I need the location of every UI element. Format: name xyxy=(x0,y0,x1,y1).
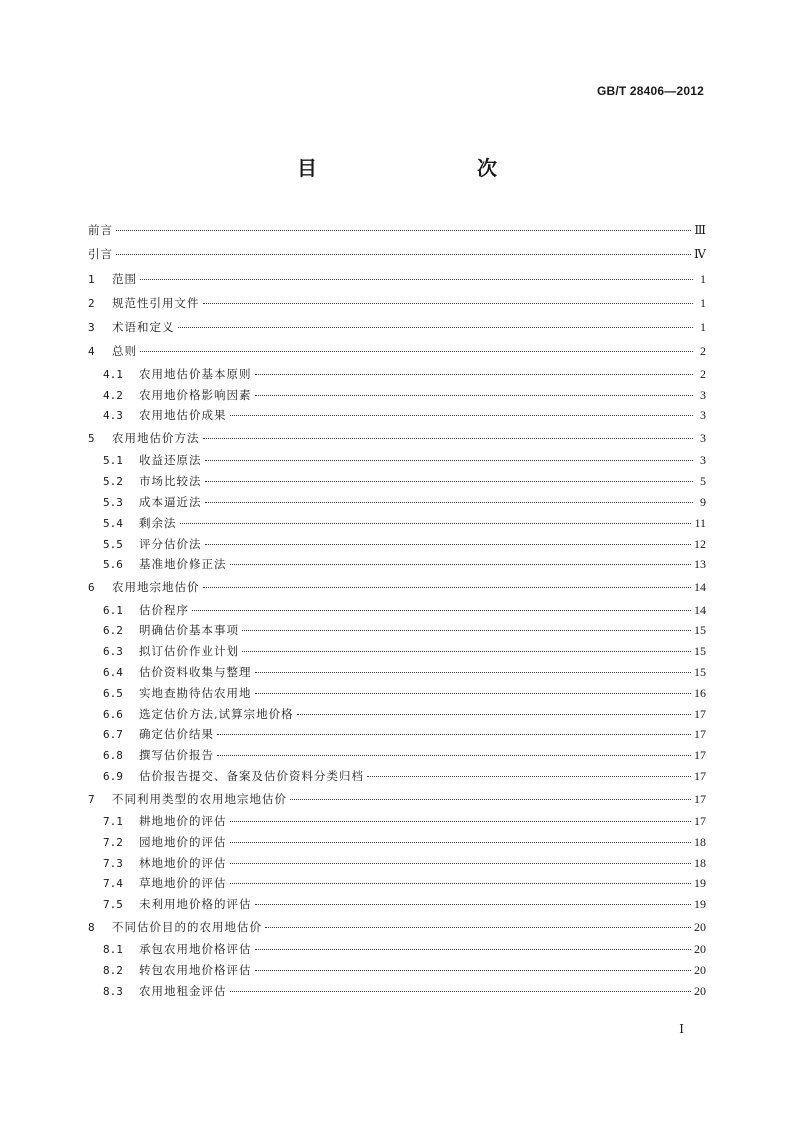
toc-entry-page: 3 xyxy=(700,453,706,468)
toc-entry-title: 剩余法 xyxy=(139,515,177,530)
toc-entry-title: 农用地宗地估价 xyxy=(112,580,200,595)
toc-entry[interactable] xyxy=(88,554,706,575)
toc-entry-page: 5 xyxy=(700,474,706,489)
toc-entry-number: 7.1 xyxy=(103,815,123,829)
toc-entry-title: 总则 xyxy=(112,344,137,359)
toc-entry-number: 5.5 xyxy=(103,537,123,551)
toc-entry-number: 4 xyxy=(88,345,95,359)
dot-leader xyxy=(242,651,691,652)
toc-entry-number: 7.4 xyxy=(103,877,123,891)
toc-entry-page: 2 xyxy=(700,344,706,359)
toc-entry-number: 6.8 xyxy=(103,749,123,763)
toc-entry-title: 林地地价的评估 xyxy=(139,855,227,870)
page-number: Ⅰ xyxy=(679,1022,684,1036)
toc-entry[interactable] xyxy=(88,853,706,874)
toc-entry[interactable] xyxy=(88,218,706,242)
toc-entry[interactable] xyxy=(88,450,706,471)
toc-entry-title: 收益还原法 xyxy=(139,453,202,468)
toc-entry-title: 拟订估价作业计划 xyxy=(139,644,239,659)
toc-entry-page: 1 xyxy=(700,295,706,310)
toc-entry-title: 范围 xyxy=(112,271,137,286)
dot-leader xyxy=(203,587,692,588)
toc-entry-number: 7.3 xyxy=(103,856,123,870)
toc-entry-number: 7.5 xyxy=(103,898,123,912)
toc-entry-page: 15 xyxy=(694,664,706,679)
toc-entry-number: 8.1 xyxy=(103,943,123,957)
dot-leader xyxy=(180,523,692,524)
toc-entry-number: 5.3 xyxy=(103,496,123,510)
dot-leader xyxy=(205,502,694,503)
toc-entry-number: 6.7 xyxy=(103,728,123,742)
toc-entry-page: 3 xyxy=(700,387,706,402)
dot-leader xyxy=(255,970,692,971)
toc-entry-page: 17 xyxy=(694,814,706,829)
dot-leader xyxy=(265,927,691,928)
toc-entry[interactable] xyxy=(88,339,706,363)
dot-leader xyxy=(297,714,691,715)
toc-entry-page: 17 xyxy=(694,768,706,783)
toc-entry-title: 成本逼近法 xyxy=(139,495,202,510)
toc-entry-page: 9 xyxy=(700,495,706,510)
toc-entry-title: 草地地价的评估 xyxy=(139,876,227,891)
toc-entry-page: 13 xyxy=(694,557,706,572)
toc-entry-title: 市场比较法 xyxy=(139,474,202,489)
toc-entry[interactable] xyxy=(88,641,706,662)
dot-leader xyxy=(205,481,694,482)
dot-leader xyxy=(255,949,692,950)
toc-entry-page: 1 xyxy=(700,271,706,286)
toc-entry-title: 前言 xyxy=(88,223,113,237)
toc-entry-number: 7 xyxy=(88,792,95,806)
toc-entry[interactable] xyxy=(88,832,706,853)
toc-entry[interactable] xyxy=(88,960,706,981)
toc-entry-number: 5.4 xyxy=(103,516,123,530)
toc-entry[interactable] xyxy=(88,787,706,811)
toc-entry-title: 转包农用地价格评估 xyxy=(139,963,252,978)
toc-entry-number: 5.1 xyxy=(103,454,123,468)
toc-entry-page: 17 xyxy=(694,727,706,742)
toc-entry-number: 8.3 xyxy=(103,984,123,998)
toc-entry-number: 4.2 xyxy=(103,388,123,402)
dot-leader xyxy=(217,734,691,735)
toc-entry-number: 6.1 xyxy=(103,603,123,617)
dot-leader xyxy=(367,776,691,777)
toc-entry[interactable] xyxy=(88,724,706,745)
dot-leader xyxy=(242,630,691,631)
toc-entry-title: 不同利用类型的农用地宗地估价 xyxy=(112,791,287,806)
toc-entry-page: 15 xyxy=(694,644,706,659)
toc-entry[interactable] xyxy=(88,426,706,450)
dot-leader xyxy=(255,395,694,396)
toc-entry-page: 3 xyxy=(700,431,706,446)
toc-entry[interactable] xyxy=(88,492,706,513)
toc-entry-page: Ⅲ xyxy=(694,223,706,237)
toc-entry[interactable] xyxy=(88,242,706,266)
dot-leader xyxy=(230,991,692,992)
toc-entry-title: 估价程序 xyxy=(139,602,189,617)
toc-entry-page: 14 xyxy=(694,602,706,617)
toc-entry[interactable] xyxy=(88,704,706,725)
toc-entry[interactable] xyxy=(88,405,706,426)
toc-entry-page: 20 xyxy=(694,942,706,957)
toc-entry-number: 6 xyxy=(88,581,95,595)
page-title: 目 次 xyxy=(297,156,537,180)
toc-entry-page: 17 xyxy=(694,706,706,721)
toc-entry-page: 14 xyxy=(694,580,706,595)
toc-entry-title: 实地查勘待估农用地 xyxy=(139,685,252,700)
toc-entry-number: 5 xyxy=(88,432,95,446)
toc-entry-title: 耕地地价的评估 xyxy=(139,814,227,829)
toc-entry-page: 15 xyxy=(694,623,706,638)
toc-entry-number: 5.6 xyxy=(103,558,123,572)
dot-leader xyxy=(230,863,692,864)
toc-entry-title: 农用地租金评估 xyxy=(139,983,227,998)
toc-entry-title: 园地地价的评估 xyxy=(139,834,227,849)
dot-leader xyxy=(255,672,692,673)
toc-entry-page: 20 xyxy=(694,983,706,998)
toc-entry-title: 明确估价基本事项 xyxy=(139,623,239,638)
toc-entry-number: 4.1 xyxy=(103,367,123,381)
dot-leader xyxy=(290,799,691,800)
toc-entry[interactable] xyxy=(88,662,706,683)
dot-leader xyxy=(255,374,694,375)
toc-entry-page: 19 xyxy=(694,876,706,891)
dot-leader xyxy=(205,544,692,545)
toc-entry-title: 农用地估价基本原则 xyxy=(139,366,252,381)
toc-entry[interactable] xyxy=(88,471,706,492)
dot-leader xyxy=(230,842,692,843)
toc-entry-title: 承包农用地价格评估 xyxy=(139,942,252,957)
dot-leader xyxy=(230,883,692,884)
toc-entry-page: 1 xyxy=(700,320,706,335)
toc-entry-page: 18 xyxy=(694,855,706,870)
toc-entry[interactable] xyxy=(88,291,706,315)
toc-entry[interactable] xyxy=(88,894,706,915)
toc-entry-page: 11 xyxy=(694,515,706,530)
toc-entry-title: 基准地价修正法 xyxy=(139,557,227,572)
dot-leader xyxy=(203,438,694,439)
dot-leader xyxy=(140,351,693,352)
toc-entry-title: 农用地估价成果 xyxy=(139,408,227,423)
toc-entry-page: 18 xyxy=(694,834,706,849)
toc-entry-number: 5.2 xyxy=(103,475,123,489)
toc-entry-number: 6.3 xyxy=(103,645,123,659)
toc-entry-page: 12 xyxy=(694,536,706,551)
dot-leader xyxy=(140,279,693,280)
toc-entry-title: 估价资料收集与整理 xyxy=(139,664,252,679)
toc-entry[interactable] xyxy=(88,915,706,939)
toc-entry-page: 16 xyxy=(694,685,706,700)
toc-entry-page: Ⅳ xyxy=(694,247,706,262)
dot-leader xyxy=(255,693,692,694)
toc-entry-title: 选定估价方法,试算宗地价格 xyxy=(139,706,294,721)
dot-leader xyxy=(230,821,692,822)
toc-entry[interactable] xyxy=(88,600,706,621)
toc-entry-number: 4.3 xyxy=(103,409,123,423)
toc-entry[interactable] xyxy=(88,575,706,599)
toc-entry-title: 术语和定义 xyxy=(112,320,175,335)
toc-entry[interactable] xyxy=(88,620,706,641)
toc-entry[interactable] xyxy=(88,364,706,385)
toc-entry-page: 2 xyxy=(700,366,706,381)
toc-entry-page: 3 xyxy=(700,408,706,423)
toc-entry-number: 3 xyxy=(88,321,95,335)
toc-entry-title: 不同估价目的的农用地估价 xyxy=(112,920,262,934)
dot-leader xyxy=(230,415,694,416)
toc-entry[interactable] xyxy=(88,315,706,339)
toc-entry[interactable] xyxy=(88,267,706,291)
toc-entry-page: 17 xyxy=(694,791,706,806)
toc-entry[interactable] xyxy=(88,939,706,960)
toc-entry-title: 未利用地价格的评估 xyxy=(139,897,252,912)
toc-entry-number: 6.4 xyxy=(103,665,123,679)
toc-entry-number: 7.2 xyxy=(103,835,123,849)
toc-entry-title: 估价报告提交、备案及估价资料分类归档 xyxy=(139,768,364,783)
toc-entry-number: 6.2 xyxy=(103,624,123,638)
dot-leader xyxy=(217,755,691,756)
dot-leader xyxy=(116,254,691,255)
toc-entry[interactable] xyxy=(88,745,706,766)
toc-entry-title: 撰写估价报告 xyxy=(139,748,214,763)
toc-entry-number: 6.6 xyxy=(103,707,123,721)
dot-leader xyxy=(178,327,694,328)
toc-entry[interactable] xyxy=(88,981,706,1002)
toc-entry-title: 规范性引用文件 xyxy=(112,295,200,310)
dot-leader xyxy=(205,460,694,461)
toc-entry-number: 6.9 xyxy=(103,769,123,783)
toc-entry-number: 2 xyxy=(88,296,95,310)
toc-entry-title: 评分估价法 xyxy=(139,536,202,551)
standard-code: GB/T 28406—2012 xyxy=(596,84,704,98)
toc-entry-page: 20 xyxy=(694,920,706,934)
toc-entry[interactable] xyxy=(88,385,706,406)
dot-leader xyxy=(203,303,694,304)
toc-entry[interactable] xyxy=(88,766,706,787)
toc-entry-title: 确定估价结果 xyxy=(139,727,214,742)
toc-entry-number: 8.2 xyxy=(103,964,123,978)
dot-leader xyxy=(116,230,691,231)
toc-entry-page: 20 xyxy=(694,963,706,978)
toc-entry-title: 农用地价格影响因素 xyxy=(139,387,252,402)
toc-entry-title: 农用地估价方法 xyxy=(112,431,200,446)
toc-entry-title: 引言 xyxy=(88,247,113,262)
dot-leader xyxy=(192,610,691,611)
dot-leader xyxy=(255,904,692,905)
table-of-contents xyxy=(88,218,706,1002)
toc-entry[interactable] xyxy=(88,534,706,555)
toc-entry[interactable] xyxy=(88,513,706,534)
toc-entry-page: 17 xyxy=(694,748,706,763)
toc-entry-number: 6.5 xyxy=(103,686,123,700)
dot-leader xyxy=(230,564,692,565)
toc-entry-number: 8 xyxy=(88,921,95,934)
toc-entry[interactable] xyxy=(88,811,706,832)
toc-entry[interactable] xyxy=(88,873,706,894)
toc-entry[interactable] xyxy=(88,683,706,704)
toc-entry-number: 1 xyxy=(88,272,95,286)
toc-entry-page: 19 xyxy=(694,897,706,912)
